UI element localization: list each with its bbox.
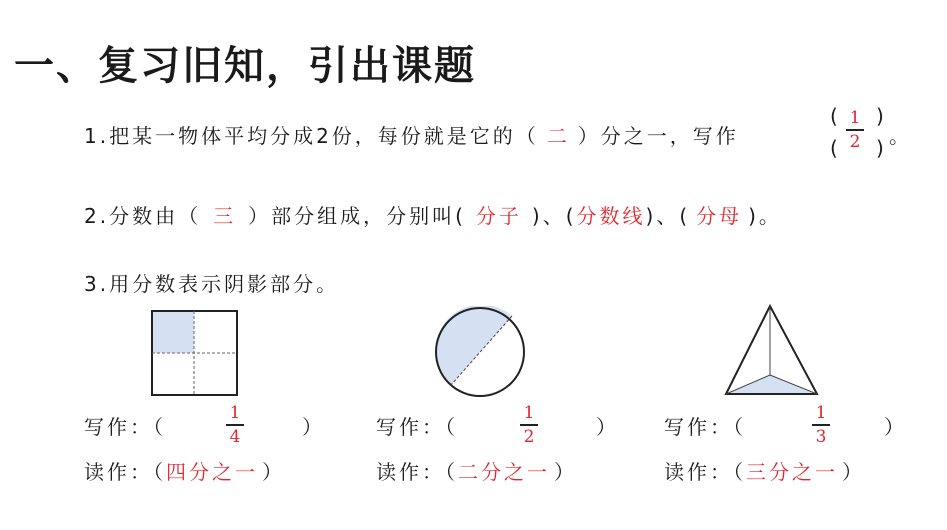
q2-answer-3: 分数线 xyxy=(576,204,646,228)
shape-1-write-label: 写作：（ xyxy=(84,415,166,439)
q1-paren-bottom: ( xyxy=(830,136,838,160)
q1-frac-den: 2 xyxy=(849,132,861,152)
q1-paren-top: ( xyxy=(830,104,838,128)
shape-3-frac-den: 3 xyxy=(815,427,827,447)
q2-text-d: )、( xyxy=(645,204,691,228)
q1-frac-bar xyxy=(846,129,864,131)
shape-3-read xyxy=(664,456,865,485)
shape-2-read-label: 读作：（ xyxy=(376,460,458,484)
page-title: 一、复习旧知，引出课题 xyxy=(14,42,476,89)
pyramid-third-shape xyxy=(722,302,822,398)
q1-end: 。 xyxy=(889,124,912,148)
shape-3-write-label: 写作：（ xyxy=(664,415,746,439)
shape-1-write-close: ） xyxy=(302,415,325,439)
shape-2-frac-num: 1 xyxy=(523,403,535,423)
shape-2-read-answer: 二分之一 xyxy=(458,460,550,484)
q1-frac-num: 1 xyxy=(849,108,861,128)
shape-3-read-label: 读作：（ xyxy=(664,460,746,484)
shape-2-read-close: ） xyxy=(554,460,577,484)
question-2 xyxy=(84,200,782,229)
q1-text-b: ）分之一，写作 xyxy=(577,124,739,148)
shape-3-fraction xyxy=(812,403,830,447)
shape-1-read-label: 读作：（ xyxy=(84,460,166,484)
q2-text-e: )。 xyxy=(748,204,782,228)
shape-1-frac-bar xyxy=(226,424,244,426)
square-quarter-shape xyxy=(150,309,240,397)
q1-text-a: 1.把某一物体平均分成2份，每份就是它的（ xyxy=(84,124,539,148)
shape-1-read xyxy=(84,456,285,485)
shape-3-write-close: ） xyxy=(884,415,907,439)
q1-fraction xyxy=(846,108,864,152)
question-1 xyxy=(84,120,739,149)
shape-2-frac-den: 2 xyxy=(523,427,535,447)
shape-2-fraction xyxy=(520,403,538,447)
shaded-third xyxy=(726,375,817,394)
q2-answer-4: 分母 xyxy=(696,204,743,228)
q1-answer: 二 xyxy=(546,124,570,148)
question-3: 3.用分数表示阴影部分。 xyxy=(84,272,340,296)
q2-text-c: )、( xyxy=(531,204,577,228)
shaded-quarter xyxy=(152,311,194,353)
shape-2-write-close: ） xyxy=(596,415,619,439)
q2-answer-2: 分子 xyxy=(475,204,522,228)
shape-3-read-close: ） xyxy=(842,460,865,484)
q2-text-b: ）部分组成，分别叫( xyxy=(248,204,466,228)
shape-2-frac-bar xyxy=(520,424,538,426)
shape-1-read-answer: 四分之一 xyxy=(166,460,258,484)
shape-3-frac-bar xyxy=(812,424,830,426)
shape-3-frac-num: 1 xyxy=(815,403,827,423)
circle-half-shape xyxy=(432,306,530,398)
q1-paren-top-close: ) xyxy=(876,104,884,128)
q2-answer-1: 三 xyxy=(213,204,237,228)
shape-1-fraction xyxy=(226,403,244,447)
shape-3-read-answer: 三分之一 xyxy=(746,460,838,484)
shape-1-read-close: ） xyxy=(262,460,285,484)
shaded-half xyxy=(435,306,512,385)
q2-text-a: 2.分数由（ xyxy=(84,204,202,228)
q1-paren-bottom-close: ) xyxy=(876,136,884,160)
shape-1-frac-den: 4 xyxy=(229,427,241,447)
shape-2-read xyxy=(376,456,577,485)
shape-2-write-label: 写作：（ xyxy=(376,415,458,439)
shape-1-frac-num: 1 xyxy=(229,403,241,423)
